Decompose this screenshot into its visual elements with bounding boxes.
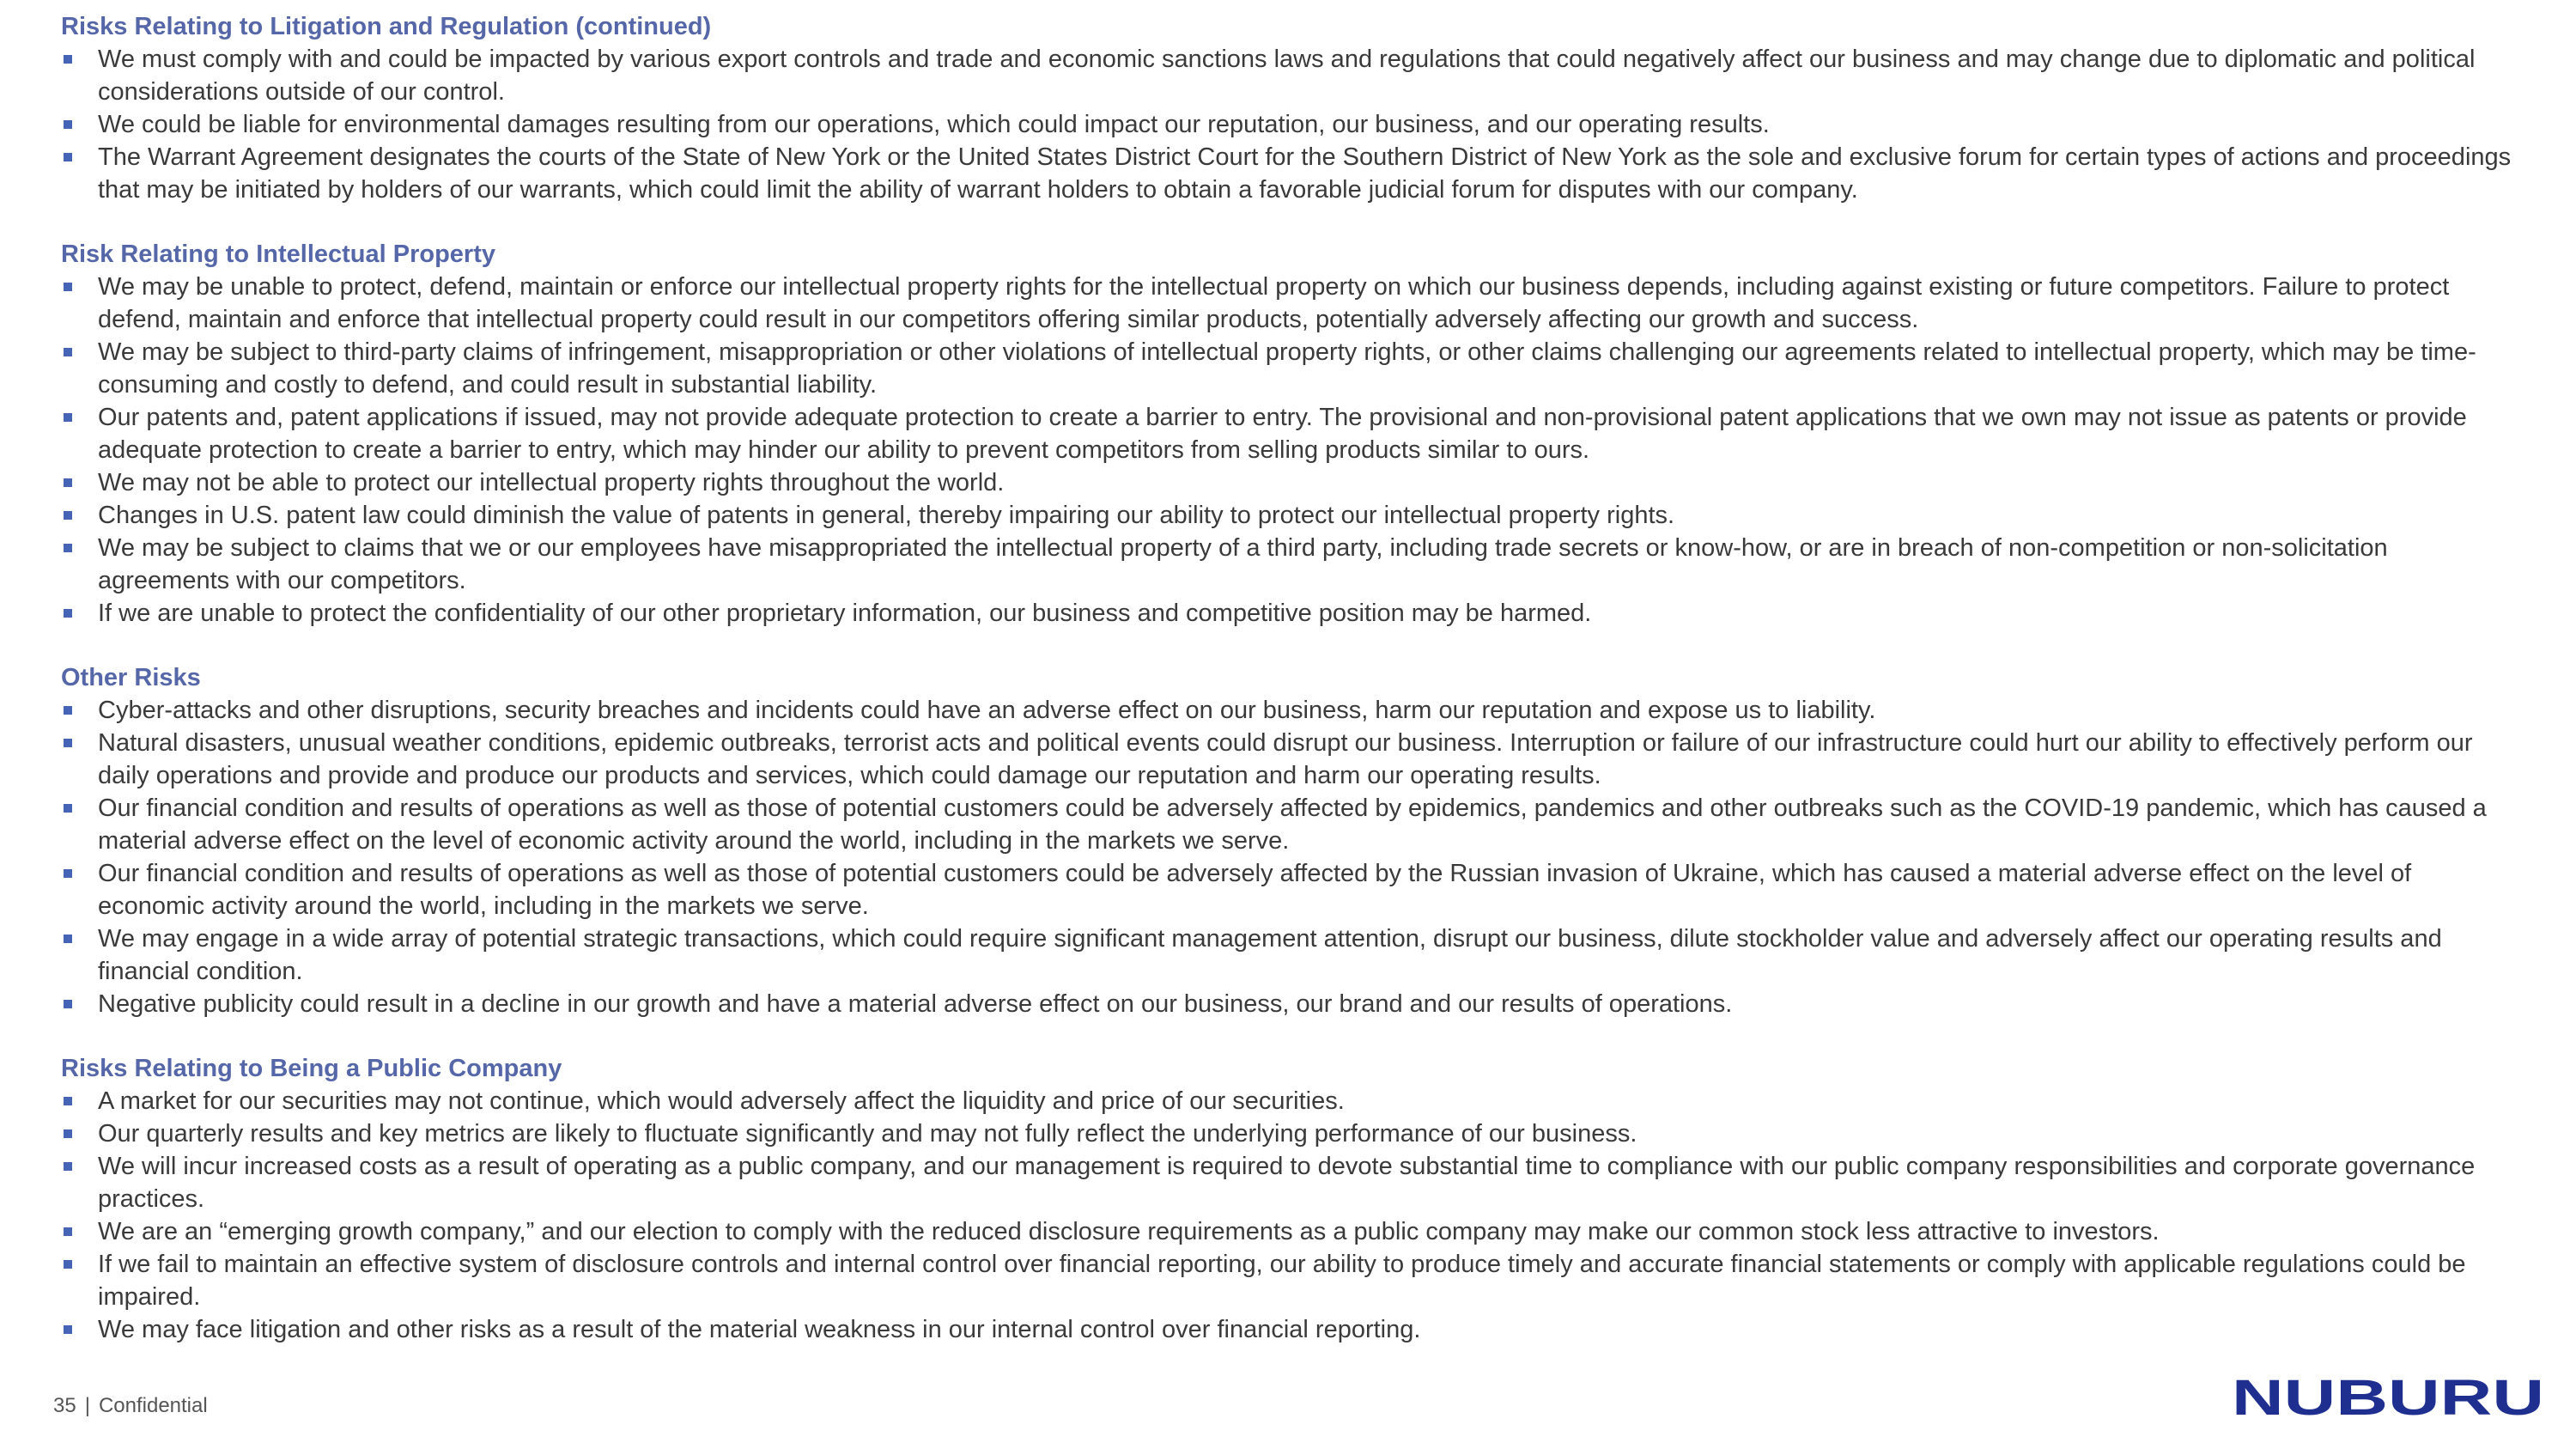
- square-bullet-icon: [64, 1097, 72, 1105]
- square-bullet-icon: [64, 1129, 72, 1138]
- footer-separator: |: [84, 1394, 90, 1417]
- list-item-text: If we are unable to protect the confidentiality of our other proprietary information, our business and competitive position may be harmed.: [98, 600, 1592, 627]
- square-bullet-icon: [64, 55, 72, 64]
- list-item: [61, 792, 2517, 857]
- list-item: [61, 1085, 2517, 1117]
- list-item-text: If we fail to maintain an effective system of disclosure controls and internal control over financial reporting, our ability to produce timely and accurate financial statements or comply with applicable regulations could be impaired.: [98, 1251, 2466, 1311]
- slide-footer: [53, 1393, 208, 1419]
- list-item: [61, 597, 2517, 630]
- list-item: [61, 532, 2517, 597]
- square-bullet-icon: [64, 609, 72, 618]
- list-item: [61, 141, 2517, 206]
- list-item: [61, 271, 2517, 336]
- list-item-text: We may engage in a wide array of potential strategic transactions, which could require significant management attention, disrupt our business, dilute stockholder value and adversely affect our operating results and financial condition.: [98, 925, 2442, 985]
- list-item: [61, 857, 2517, 922]
- list-item-text: We will incur increased costs as a result of operating as a public company, and our management is required to devote substantial time to compliance with our public company responsibilities and corporate governance practices.: [98, 1153, 2476, 1213]
- square-bullet-icon: [64, 1260, 72, 1269]
- section-title: Risks Relating to Being a Public Company: [61, 1055, 562, 1082]
- list-item-text: We may not be able to protect our intellectual property rights throughout the world.: [98, 469, 1005, 496]
- list-item: [61, 1313, 2517, 1346]
- list-item-text: Our patents and, patent applications if issued, may not provide adequate protection to create a barrier to entry. The provisional and non-provisional patent applications that we own may not issue as patents or provide adequate protection to create a barrier to entry, which may hinder our ability to prevent competitors from selling products similar to ours.: [98, 404, 2467, 464]
- page-number: 35: [53, 1394, 76, 1417]
- list-item: [61, 694, 2517, 727]
- list-item-text: We may be unable to protect, defend, maintain or enforce our intellectual property rights for the intellectual property on which our business depends, including against existing or future competitors. Failure to protect defend, maintain and enforce that intellectual property could result in our competitors offering similar products, potentially adversely affecting our growth and success.: [98, 273, 2450, 333]
- list-item: [61, 1150, 2517, 1215]
- list-item: [61, 1117, 2517, 1150]
- section-intellectual-property: [61, 238, 2517, 630]
- list-item-text: We must comply with and could be impacted by various export controls and trade and economic sanctions laws and regulations that could negatively affect our business and may change due to diplomatic and political considerations outside of our control.: [98, 46, 2476, 106]
- section-title: Risk Relating to Intellectual Property: [61, 240, 495, 268]
- square-bullet-icon: [64, 1162, 72, 1171]
- list-item: [61, 922, 2517, 988]
- square-bullet-icon: [64, 478, 72, 487]
- list-item-text: A market for our securities may not continue, which would adversely affect the liquidity and price of our securities.: [98, 1087, 1345, 1115]
- list-item-text: We may be subject to third-party claims of infringement, misappropriation or other violations of intellectual property rights, or other claims challenging our agreements related to intellectual property, which may be time-consuming and costly to defend, and could result in substantial liability.: [98, 338, 2476, 399]
- list-item-text: We are an “emerging growth company,” and our election to comply with the reduced disclosure requirements as a public company may make our common stock less attractive to investors.: [98, 1218, 2160, 1245]
- list-item: [61, 727, 2517, 792]
- bullet-list: [61, 694, 2517, 1020]
- square-bullet-icon: [64, 511, 72, 520]
- list-item: [61, 401, 2517, 466]
- list-item-text: The Warrant Agreement designates the courts of the State of New York or the United States District Court for the Southern District of New York as the sole and exclusive forum for certain types of actions and proceedings that may be initiated by holders of our warrants, which could limit the ability of warrant holders to obtain a favorable judicial forum for disputes with our company.: [98, 143, 2512, 204]
- bullet-list: [61, 1085, 2517, 1346]
- square-bullet-icon: [64, 413, 72, 422]
- list-item-text: We may be subject to claims that we or our employees have misappropriated the intellectual property of a third party, including trade secrets or know-how, or are in breach of non-competition or non-solicitation agreements with our competitors.: [98, 534, 2388, 594]
- slide-content: [61, 10, 2517, 1378]
- square-bullet-icon: [64, 120, 72, 129]
- square-bullet-icon: [64, 935, 72, 943]
- list-item-text: Our financial condition and results of operations as well as those of potential customers could be adversely affected by the Russian invasion of Ukraine, which has caused a material adverse effect on the level of economic activity around the world, including in the markets we serve.: [98, 860, 2412, 920]
- list-item: [61, 43, 2517, 108]
- list-item: [61, 988, 2517, 1020]
- list-item-text: Natural disasters, unusual weather conditions, epidemic outbreaks, terrorist acts and political events could disrupt our business. Interruption or failure of our infrastructure could hurt our ability to effectively perform our daily operations and provide and produce our products and services, which could damage our reputation and harm our operating results.: [98, 729, 2473, 789]
- square-bullet-icon: [64, 869, 72, 878]
- square-bullet-icon: [64, 1325, 72, 1334]
- list-item: [61, 499, 2517, 532]
- list-item-text: Negative publicity could result in a decline in our growth and have a material adverse effect on our business, our brand and our results of operations.: [98, 990, 1733, 1018]
- list-item-text: Our financial condition and results of operations as well as those of potential customers could be adversely affected by epidemics, pandemics and other outbreaks such as the COVID-19 pandemic, which has caused a material adverse effect on the level of economic activity around the world, including in the markets we serve.: [98, 795, 2487, 855]
- square-bullet-icon: [64, 739, 72, 747]
- square-bullet-icon: [64, 706, 72, 715]
- square-bullet-icon: [64, 348, 72, 356]
- bullet-list: [61, 271, 2517, 630]
- list-item: [61, 466, 2517, 499]
- list-item: [61, 336, 2517, 401]
- nuburu-logo-icon: [2229, 1376, 2547, 1419]
- square-bullet-icon: [64, 544, 72, 552]
- square-bullet-icon: [64, 804, 72, 813]
- list-item-text: Our quarterly results and key metrics are likely to fluctuate significantly and may not fully reflect the underlying performance of our business.: [98, 1120, 1637, 1148]
- list-item-text: We could be liable for environmental damages resulting from our operations, which could impact our reputation, our business, and our operating results.: [98, 111, 1770, 138]
- list-item-text: We may face litigation and other risks as a result of the material weakness in our internal control over financial reporting.: [98, 1316, 1421, 1343]
- section-public-company: [61, 1052, 2517, 1346]
- section-title: Risks Relating to Litigation and Regulation (continued): [61, 13, 712, 40]
- list-item-text: Changes in U.S. patent law could diminish the value of patents in general, thereby impairing our ability to protect our intellectual property rights.: [98, 502, 1675, 529]
- section-other-risks: [61, 661, 2517, 1020]
- list-item: [61, 108, 2517, 141]
- list-item: [61, 1215, 2517, 1248]
- logo-text: NUBURU: [2232, 1376, 2544, 1419]
- square-bullet-icon: [64, 283, 72, 291]
- square-bullet-icon: [64, 1227, 72, 1236]
- list-item-text: Cyber-attacks and other disruptions, security breaches and incidents could have an adverse effect on our business, harm our reputation and expose us to liability.: [98, 697, 1876, 724]
- square-bullet-icon: [64, 1000, 72, 1008]
- section-title: Other Risks: [61, 664, 201, 691]
- section-litigation-regulation: [61, 10, 2517, 206]
- confidential-label: Confidential: [98, 1394, 208, 1417]
- list-item: [61, 1248, 2517, 1313]
- bullet-list: [61, 43, 2517, 206]
- square-bullet-icon: [64, 153, 72, 161]
